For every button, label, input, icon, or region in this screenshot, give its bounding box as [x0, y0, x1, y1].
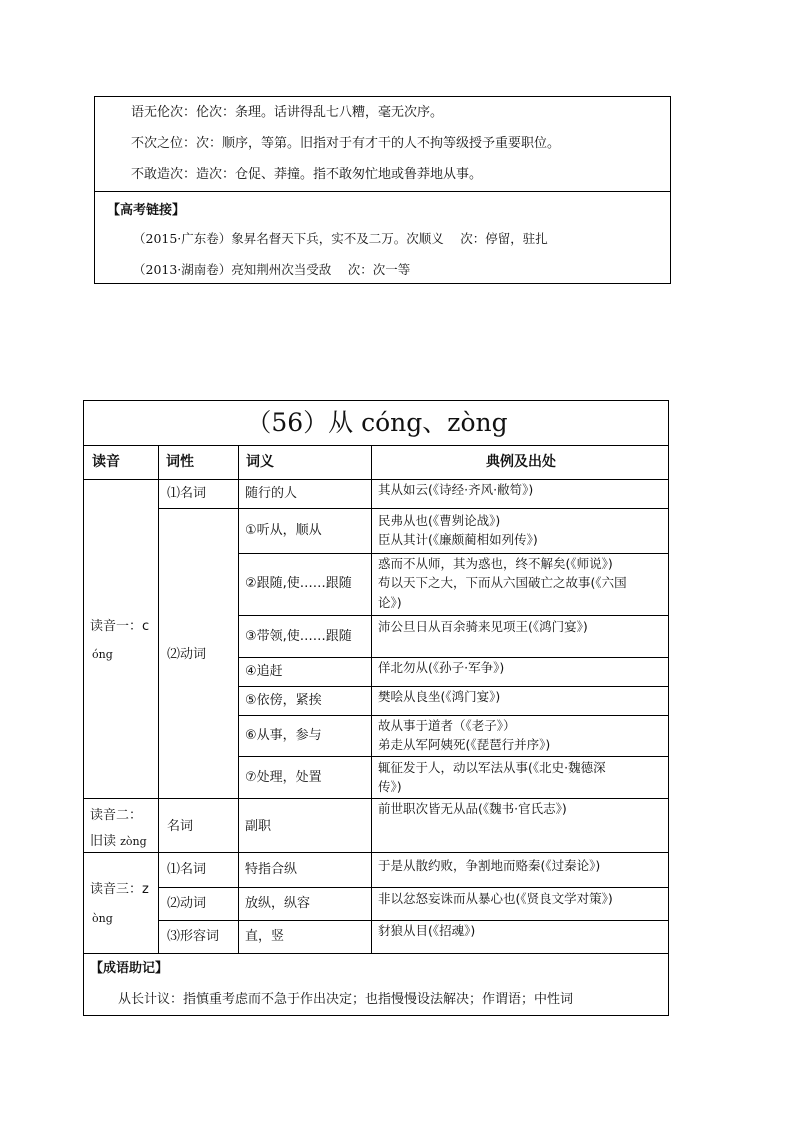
- pos-cell: ⑶形容词: [167, 929, 220, 944]
- header-examples: 典例及出处: [486, 454, 556, 470]
- def-line-2: 不次之位：次：顺序，等第。旧指对于有才干的人不拘等级授予重要职位。: [131, 136, 561, 151]
- box-divider: [95, 191, 670, 192]
- example-line: 樊哙从良坐(《鸿门宴》): [378, 689, 501, 704]
- rule: [371, 445, 372, 953]
- pos-cell: ⑴名词: [167, 862, 207, 877]
- pos-cell: ⑵动词: [167, 647, 207, 662]
- def-line-1: 语无伦次：伦次：条理。话讲得乱七八糟，毫无次序。: [131, 105, 444, 120]
- reading-2-label-cont: 旧读 zòng: [90, 834, 147, 849]
- example-line: 论》): [378, 595, 402, 610]
- meaning-cell: ⑤依傍，紧挨: [245, 693, 322, 708]
- word-idiom-box: [94, 96, 671, 284]
- rule: [238, 553, 668, 554]
- exam-link-1: （2015·广东卷）象昇名督天下兵，实不及二万。次顺义 次：停留，驻扎: [133, 231, 548, 246]
- word-entry-table: [83, 400, 669, 1016]
- meaning-cell: 特指合纵: [245, 862, 298, 877]
- example-line: 沛公旦日从百余骑来见项王(《鸿门宴》): [378, 619, 588, 634]
- example-line: 传》): [378, 779, 402, 794]
- rule: [84, 798, 668, 799]
- reading-3-label: 读音三：z: [90, 882, 149, 897]
- header-pos: 词性: [166, 454, 194, 470]
- example-line: 民弗从也(《曹刿论战》): [378, 513, 501, 528]
- def-line-3: 不敢造次：造次：仓促、莽撞。指不敢匆忙地或鲁莽地从事。: [131, 167, 483, 182]
- meaning-cell: ④追赶: [245, 664, 283, 679]
- meaning-cell: 随行的人: [245, 486, 298, 501]
- rule: [238, 715, 668, 716]
- exam-link-2: （2013·湖南卷）亮知荆州次当受敌 次：次一等: [133, 262, 411, 277]
- reading-1-label-cont: óng: [92, 648, 113, 661]
- rule: [84, 953, 668, 954]
- reading-2-label: 读音二：: [90, 808, 143, 823]
- header-meaning: 词义: [246, 454, 274, 470]
- rule: [84, 445, 668, 446]
- example-line: 前世职次皆无从品(《魏书·官氏志》): [378, 801, 567, 816]
- rule: [238, 686, 668, 687]
- rule: [238, 756, 668, 757]
- entry-title: （56）从 cóng、zòng: [246, 408, 508, 437]
- rule: [238, 445, 239, 953]
- meaning-cell: ③带领,使……跟随: [245, 629, 352, 644]
- example-line: 其从如云(《诗经·齐风·敝笱》): [378, 482, 534, 497]
- example-line: 辄征发于人，动以军法从事(《北史·魏德深: [378, 760, 606, 775]
- example-line: 弟走从军阿姨死(《琵琶行并序》): [378, 737, 551, 752]
- rule: [158, 887, 668, 888]
- rule: [84, 479, 668, 480]
- reading-1-label: 读音一：c: [90, 619, 150, 634]
- pos-cell: ⑴名词: [167, 486, 207, 501]
- pos-cell: ⑵动词: [167, 896, 207, 911]
- example-line: 故从事于道者（《老子》）: [378, 718, 516, 733]
- example-line: 臣从其计(《廉颇蔺相如列传》): [378, 532, 538, 547]
- example-line: 苟以天下之大，下而从六国破亡之故事(《六国: [378, 575, 627, 590]
- example-line: 于是从散约败，争割地而赂秦(《过秦论》): [378, 858, 601, 873]
- example-line: 惑而不从师，其为惑也，终不解矣(《师说》): [378, 556, 613, 571]
- meaning-cell: ②跟随,使……跟随: [245, 576, 352, 591]
- meaning-cell: ⑦处理，处置: [245, 770, 322, 785]
- meaning-cell: 直，竖: [245, 929, 285, 944]
- meaning-cell: 副职: [245, 819, 272, 834]
- meaning-cell: 放纵，纵容: [245, 896, 311, 911]
- pos-cell: 名词: [167, 819, 194, 834]
- rule: [238, 657, 668, 658]
- idiom-heading: 【成语助记】: [90, 961, 169, 976]
- header-reading: 读音: [92, 454, 120, 470]
- exam-link-heading: 【高考链接】: [107, 203, 186, 218]
- rule: [84, 852, 668, 853]
- reading-3-label-cont: òng: [92, 912, 113, 925]
- idiom-text: 从长计议：指慎重考虑而不急于作出决定；也指慢慢设法解决；作谓语；中性词: [118, 992, 574, 1007]
- meaning-cell: ⑥从事，参与: [245, 728, 322, 743]
- example-line: 佯北勿从(《孙子·军争》): [378, 660, 505, 675]
- rule: [158, 508, 668, 509]
- rule: [158, 445, 159, 953]
- example-line: 非以忿怒妄诛而从暴心也(《贤良文学对策》): [378, 891, 613, 906]
- rule: [158, 920, 668, 921]
- example-line: 豺狼从目(《招魂》): [378, 923, 476, 938]
- meaning-cell: ①听从，顺从: [245, 523, 322, 538]
- rule: [238, 615, 668, 616]
